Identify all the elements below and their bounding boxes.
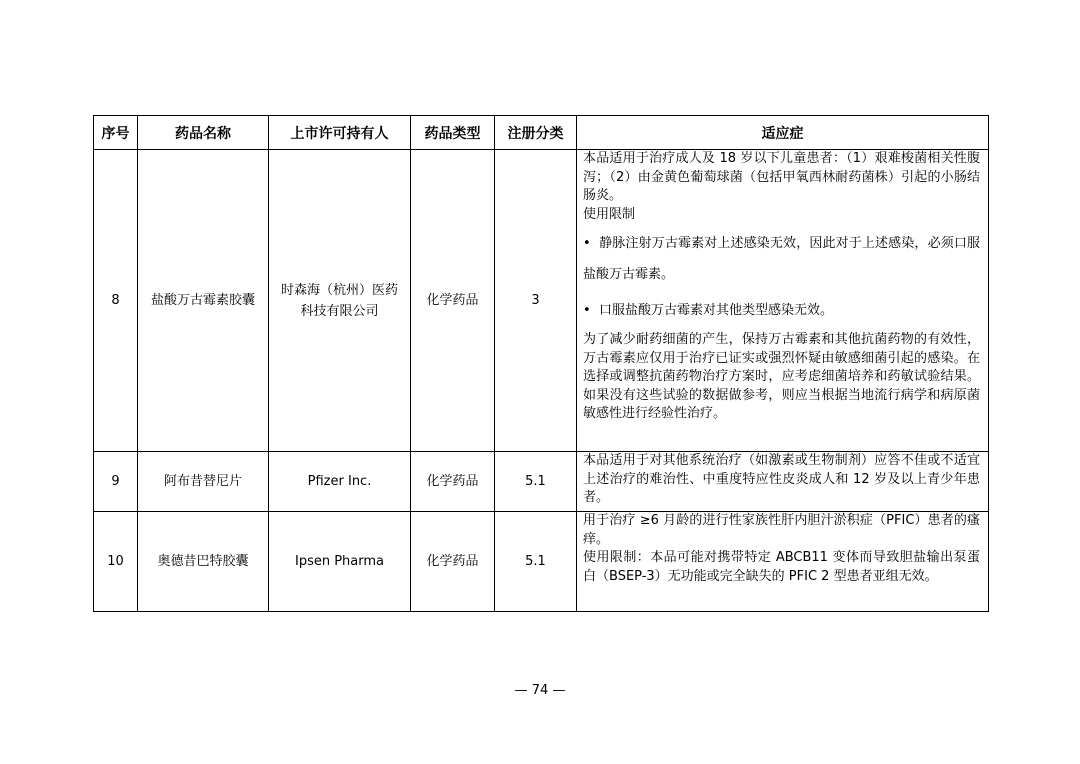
indication — [577, 150, 989, 452]
header-type: 药品类型 — [411, 116, 495, 150]
drug-name: 奥德昔巴特胶囊 — [138, 512, 269, 612]
registration-category: 3 — [495, 150, 577, 452]
row-no: 8 — [94, 150, 138, 452]
indication-text: 本品适用于治疗成人及 18 岁以下儿童患者：（1）艰难梭菌相关性腹泻；（2）由金黄色葡萄球菌（包括甲氧西林耐药菌株）引起的小肠结肠炎。 — [583, 151, 980, 203]
header-no: 序号 — [94, 116, 138, 150]
header-category: 注册分类 — [495, 116, 577, 150]
drug-type: 化学药品 — [411, 452, 495, 512]
indication-note: 为了减少耐药细菌的产生，保持万古霉素和其他抗菌药物的有效性，万古霉素应仅用于治疗已证实或强烈怀疑由敏感细菌引起的感染。在选择或调整抗菌药物治疗方案时，应考虑细菌培养和药敏试验结果。如果没有这些试验的数据做参考，则应当根据当地流行病学和病原菌敏感性进行经验性治疗。 — [583, 332, 980, 421]
bullet-text: 静脉注射万古霉素对上述感染无效，因此对于上述感染，必须口服盐酸万古霉素。 — [583, 236, 980, 282]
indication — [577, 452, 989, 512]
header-holder: 上市许可持有人 — [269, 116, 411, 150]
drug-type: 化学药品 — [411, 512, 495, 612]
indication-text: 本品适用于对其他系统治疗（如激素或生物制剂）应答不佳或不适宜上述治疗的难治性、中重度特应性皮炎成人和 12 岁及以上青少年患者。 — [583, 453, 980, 505]
bullet-icon: • — [583, 236, 591, 251]
bullet-text: 口服盐酸万古霉素对其他类型感染无效。 — [599, 303, 834, 318]
drug-name: 阿布昔替尼片 — [138, 452, 269, 512]
bullet-item — [583, 295, 980, 326]
registration-category: 5.1 — [495, 452, 577, 512]
usage-limit-text: 使用限制：本品可能对携带特定 ABCB11 变体而导致胆盐输出泵蛋白（BSEP-3）无功能或完全缺失的 PFIC 2 型患者亚组无效。 — [583, 550, 980, 584]
indication — [577, 512, 989, 612]
registration-category: 5.1 — [495, 512, 577, 612]
table-row — [94, 452, 989, 512]
drug-table — [93, 115, 989, 612]
license-holder: 时森海（杭州）医药科技有限公司 — [269, 150, 411, 452]
header-row — [94, 116, 989, 150]
table-row — [94, 150, 989, 452]
row-no: 9 — [94, 452, 138, 512]
header-indication: 适应症 — [577, 116, 989, 150]
drug-name: 盐酸万古霉素胶囊 — [138, 150, 269, 452]
usage-limit-title: 使用限制 — [583, 206, 636, 222]
row-no: 10 — [94, 512, 138, 612]
drug-type: 化学药品 — [411, 150, 495, 452]
license-holder: Ipsen Pharma — [269, 512, 411, 612]
bullet-icon: • — [583, 303, 591, 318]
page-number: — 74 — — [514, 683, 566, 698]
table-row — [94, 512, 989, 612]
indication-text: 用于治疗 ≥6 月龄的进行性家族性肝内胆汁淤积症（PFIC）患者的瘙痒。 — [583, 513, 980, 547]
header-name: 药品名称 — [138, 116, 269, 150]
bullet-item — [583, 228, 980, 290]
license-holder: Pfizer Inc. — [269, 452, 411, 512]
